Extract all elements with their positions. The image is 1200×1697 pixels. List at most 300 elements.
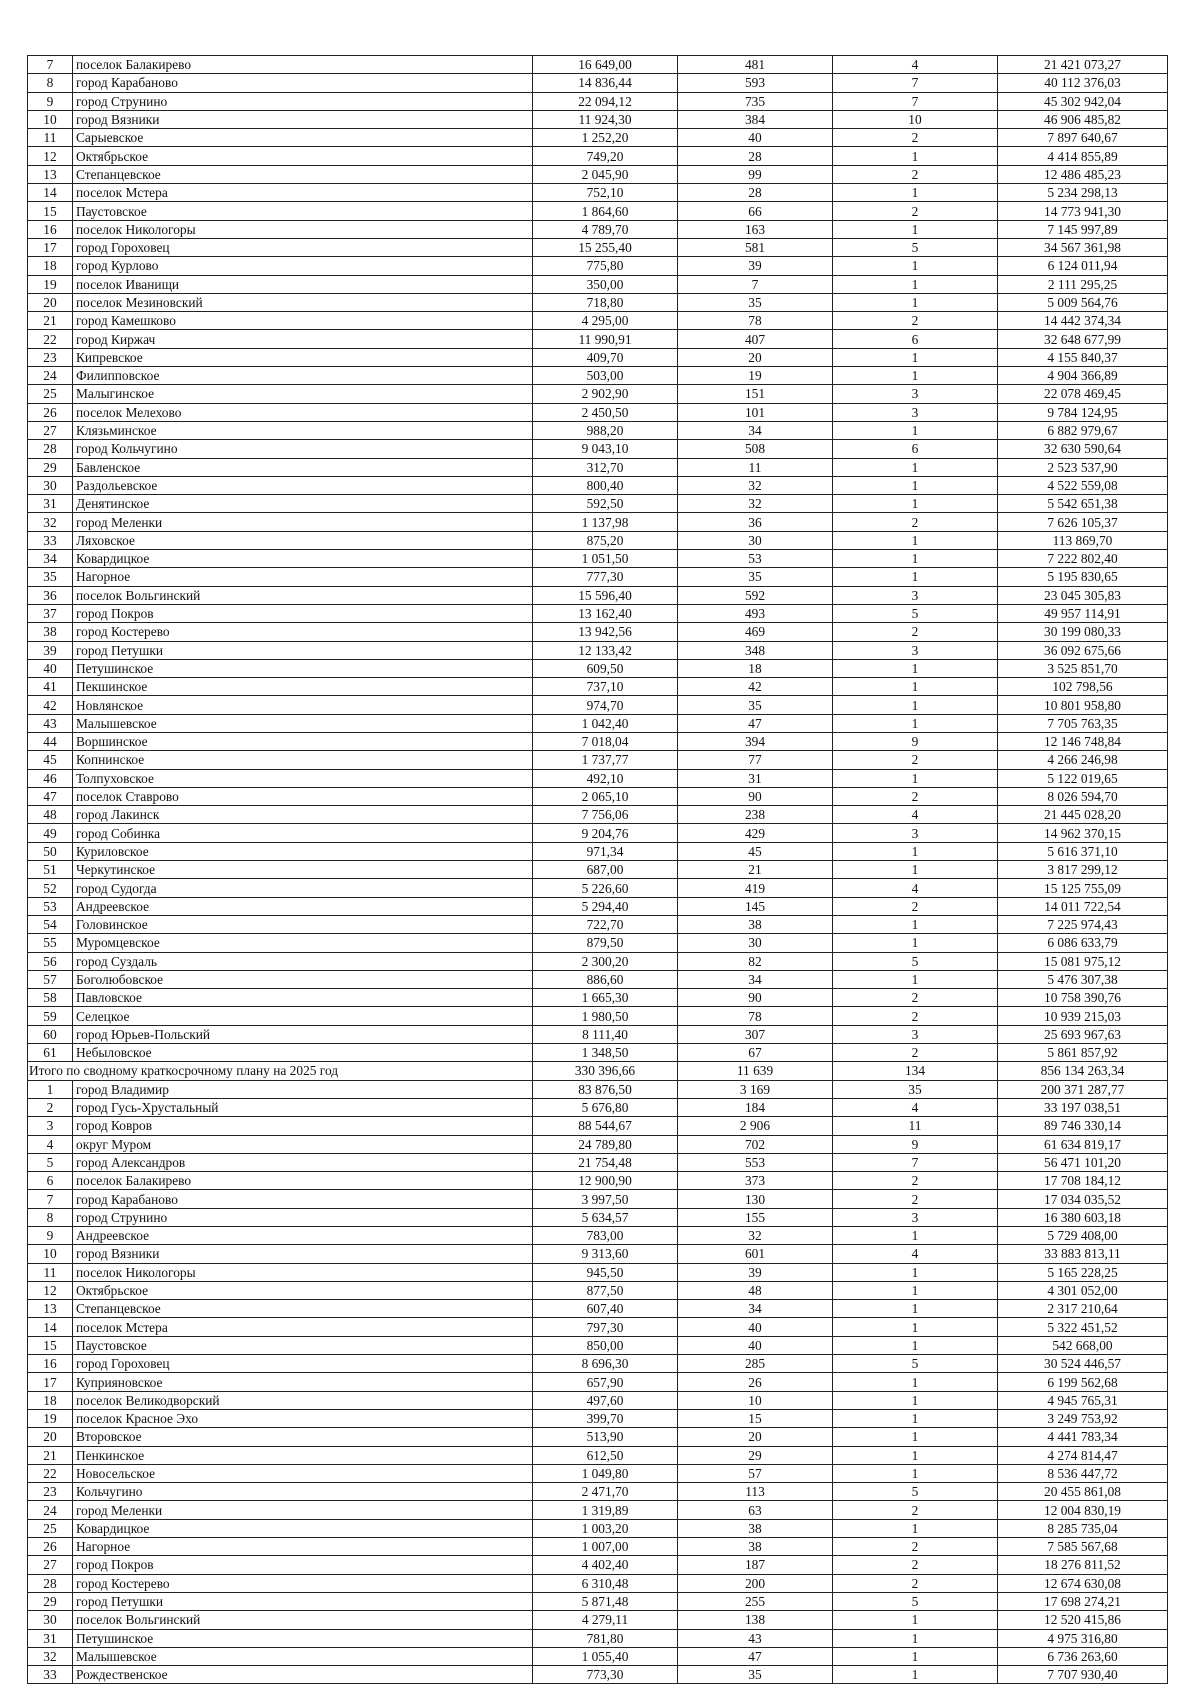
residents-count-cell: 553	[678, 1153, 833, 1171]
residents-count-cell: 419	[678, 879, 833, 897]
total-area-cell: 1 042,40	[533, 714, 678, 732]
table-row	[28, 74, 1168, 92]
residents-count-cell: 429	[678, 824, 833, 842]
municipality-name-cell: поселок Никологоры	[73, 1263, 533, 1281]
row-number-cell: 18	[28, 257, 73, 275]
table-row	[28, 1153, 1168, 1171]
table-row	[28, 659, 1168, 677]
table-row	[28, 1483, 1168, 1501]
row-number-cell: 1	[28, 1080, 73, 1098]
residents-count-cell: 47	[678, 714, 833, 732]
residents-count-cell: 99	[678, 165, 833, 183]
table-row	[28, 934, 1168, 952]
residents-count-cell: 155	[678, 1208, 833, 1226]
residents-count-cell: 348	[678, 641, 833, 659]
row-number-cell: 19	[28, 275, 73, 293]
row-number-cell: 33	[28, 1666, 73, 1684]
row-number-cell: 25	[28, 1519, 73, 1537]
table-row	[28, 1464, 1168, 1482]
municipality-name-cell: город Камешково	[73, 312, 533, 330]
municipality-name-cell: город Вязники	[73, 1245, 533, 1263]
table-body	[28, 56, 1168, 1684]
total-houses-sum: 134	[833, 1062, 998, 1080]
repair-cost-cell: 18 276 811,52	[998, 1556, 1168, 1574]
table-row	[28, 714, 1168, 732]
row-number-cell: 60	[28, 1025, 73, 1043]
houses-count-cell: 2	[833, 312, 998, 330]
residents-count-cell: 34	[678, 421, 833, 439]
repair-cost-cell: 5 476 307,38	[998, 970, 1168, 988]
repair-cost-cell: 5 616 371,10	[998, 842, 1168, 860]
residents-count-cell: 66	[678, 202, 833, 220]
row-number-cell: 40	[28, 659, 73, 677]
repair-cost-cell: 56 471 101,20	[998, 1153, 1168, 1171]
total-area-cell: 1 003,20	[533, 1519, 678, 1537]
repair-cost-cell: 34 567 361,98	[998, 238, 1168, 256]
municipality-name-cell: город Гусь-Хрустальный	[73, 1098, 533, 1116]
total-area-cell: 22 094,12	[533, 92, 678, 110]
houses-count-cell: 1	[833, 1446, 998, 1464]
total-area-cell: 5 226,60	[533, 879, 678, 897]
total-area-cell: 775,80	[533, 257, 678, 275]
row-number-cell: 2	[28, 1098, 73, 1116]
residents-count-cell: 90	[678, 989, 833, 1007]
table-row	[28, 842, 1168, 860]
repair-cost-cell: 2 111 295,25	[998, 275, 1168, 293]
row-number-cell: 45	[28, 751, 73, 769]
residents-count-cell: 187	[678, 1556, 833, 1574]
total-area-cell: 15 255,40	[533, 238, 678, 256]
repair-cost-cell: 32 630 590,64	[998, 440, 1168, 458]
row-number-cell: 23	[28, 1483, 73, 1501]
residents-count-cell: 601	[678, 1245, 833, 1263]
houses-count-cell: 9	[833, 1135, 998, 1153]
row-number-cell: 11	[28, 129, 73, 147]
houses-count-cell: 1	[833, 257, 998, 275]
residents-count-cell: 18	[678, 659, 833, 677]
repair-cost-cell: 14 962 370,15	[998, 824, 1168, 842]
total-area-cell: 13 162,40	[533, 604, 678, 622]
houses-count-cell: 1	[833, 1263, 998, 1281]
repair-cost-cell: 4 414 855,89	[998, 147, 1168, 165]
table-row	[28, 1135, 1168, 1153]
total-area-cell: 350,00	[533, 275, 678, 293]
residents-count-cell: 40	[678, 1318, 833, 1336]
row-number-cell: 29	[28, 1592, 73, 1610]
repair-cost-cell: 33 197 038,51	[998, 1098, 1168, 1116]
residents-count-cell: 20	[678, 1428, 833, 1446]
table-row	[28, 531, 1168, 549]
municipality-name-cell: город Покров	[73, 604, 533, 622]
municipality-name-cell: поселок Никологоры	[73, 220, 533, 238]
table-row	[28, 1098, 1168, 1116]
total-area-cell: 1 665,30	[533, 989, 678, 1007]
municipality-name-cell: Кольчугино	[73, 1483, 533, 1501]
total-residents-sum: 11 639	[678, 1062, 833, 1080]
residents-count-cell: 373	[678, 1172, 833, 1190]
row-number-cell: 39	[28, 641, 73, 659]
houses-count-cell: 1	[833, 934, 998, 952]
row-number-cell: 32	[28, 513, 73, 531]
houses-count-cell: 1	[833, 1629, 998, 1647]
residents-count-cell: 735	[678, 92, 833, 110]
municipality-name-cell: Второвское	[73, 1428, 533, 1446]
row-number-cell: 47	[28, 787, 73, 805]
residents-count-cell: 90	[678, 787, 833, 805]
residents-count-cell: 26	[678, 1373, 833, 1391]
residents-count-cell: 35	[678, 568, 833, 586]
municipality-name-cell: поселок Великодворский	[73, 1391, 533, 1409]
row-number-cell: 28	[28, 1574, 73, 1592]
residents-count-cell: 469	[678, 623, 833, 641]
municipality-name-cell: поселок Вольгинский	[73, 1611, 533, 1629]
row-number-cell: 22	[28, 1464, 73, 1482]
row-number-cell: 52	[28, 879, 73, 897]
repair-cost-cell: 6 086 633,79	[998, 934, 1168, 952]
total-area-cell: 513,90	[533, 1428, 678, 1446]
repair-cost-cell: 4 975 316,80	[998, 1629, 1168, 1647]
municipality-name-cell: Паустовское	[73, 202, 533, 220]
municipality-name-cell: Куприяновское	[73, 1373, 533, 1391]
row-number-cell: 6	[28, 1172, 73, 1190]
residents-count-cell: 32	[678, 495, 833, 513]
total-area-cell: 612,50	[533, 1446, 678, 1464]
row-number-cell: 49	[28, 824, 73, 842]
table-row	[28, 732, 1168, 750]
residents-count-cell: 34	[678, 1300, 833, 1318]
houses-count-cell: 3	[833, 1208, 998, 1226]
residents-count-cell: 238	[678, 806, 833, 824]
row-number-cell: 43	[28, 714, 73, 732]
total-area-cell: 83 876,50	[533, 1080, 678, 1098]
table-row	[28, 641, 1168, 659]
residents-count-cell: 407	[678, 330, 833, 348]
total-area-cell: 1 007,00	[533, 1538, 678, 1556]
residents-count-cell: 15	[678, 1409, 833, 1427]
table-row	[28, 1556, 1168, 1574]
row-number-cell: 29	[28, 458, 73, 476]
row-number-cell: 37	[28, 604, 73, 622]
residents-count-cell: 7	[678, 275, 833, 293]
houses-count-cell: 2	[833, 897, 998, 915]
total-area-cell: 16 649,00	[533, 56, 678, 74]
table-row	[28, 897, 1168, 915]
houses-count-cell: 4	[833, 879, 998, 897]
total-area-sum: 330 396,66	[533, 1062, 678, 1080]
repair-cost-cell: 542 668,00	[998, 1336, 1168, 1354]
total-area-cell: 773,30	[533, 1666, 678, 1684]
table-row	[28, 385, 1168, 403]
table-row	[28, 1245, 1168, 1263]
row-number-cell: 26	[28, 403, 73, 421]
houses-count-cell: 5	[833, 1592, 998, 1610]
total-area-cell: 11 990,91	[533, 330, 678, 348]
houses-count-cell: 5	[833, 238, 998, 256]
houses-count-cell: 7	[833, 92, 998, 110]
row-number-cell: 54	[28, 915, 73, 933]
total-area-cell: 850,00	[533, 1336, 678, 1354]
repair-cost-cell: 25 693 967,63	[998, 1025, 1168, 1043]
total-area-cell: 2 471,70	[533, 1483, 678, 1501]
total-area-cell: 503,00	[533, 367, 678, 385]
houses-count-cell: 1	[833, 550, 998, 568]
total-area-cell: 609,50	[533, 659, 678, 677]
houses-count-cell: 6	[833, 330, 998, 348]
residents-count-cell: 35	[678, 1666, 833, 1684]
row-number-cell: 17	[28, 1373, 73, 1391]
total-area-cell: 945,50	[533, 1263, 678, 1281]
row-number-cell: 61	[28, 1044, 73, 1062]
houses-count-cell: 5	[833, 1355, 998, 1373]
repair-cost-cell: 4 904 366,89	[998, 367, 1168, 385]
houses-count-cell: 3	[833, 385, 998, 403]
table-row	[28, 1172, 1168, 1190]
houses-count-cell: 1	[833, 458, 998, 476]
repair-cost-cell: 6 882 979,67	[998, 421, 1168, 439]
total-area-cell: 1 348,50	[533, 1044, 678, 1062]
table-row	[28, 1208, 1168, 1226]
row-number-cell: 14	[28, 184, 73, 202]
houses-count-cell: 2	[833, 1574, 998, 1592]
row-number-cell: 50	[28, 842, 73, 860]
houses-count-cell: 4	[833, 806, 998, 824]
total-area-cell: 988,20	[533, 421, 678, 439]
total-area-cell: 1 864,60	[533, 202, 678, 220]
total-area-cell: 722,70	[533, 915, 678, 933]
residents-count-cell: 78	[678, 312, 833, 330]
residents-count-cell: 10	[678, 1391, 833, 1409]
row-number-cell: 15	[28, 202, 73, 220]
repair-cost-cell: 45 302 942,04	[998, 92, 1168, 110]
residents-count-cell: 138	[678, 1611, 833, 1629]
total-area-cell: 657,90	[533, 1373, 678, 1391]
table-row	[28, 550, 1168, 568]
residents-count-cell: 384	[678, 110, 833, 128]
total-area-cell: 3 997,50	[533, 1190, 678, 1208]
row-number-cell: 9	[28, 1227, 73, 1245]
table-row	[28, 421, 1168, 439]
houses-count-cell: 2	[833, 1538, 998, 1556]
row-number-cell: 19	[28, 1409, 73, 1427]
total-area-cell: 1 980,50	[533, 1007, 678, 1025]
table-row	[28, 952, 1168, 970]
table-row	[28, 165, 1168, 183]
residents-count-cell: 145	[678, 897, 833, 915]
table-row	[28, 495, 1168, 513]
row-number-cell: 10	[28, 1245, 73, 1263]
residents-count-cell: 28	[678, 184, 833, 202]
municipality-name-cell: Пекшинское	[73, 678, 533, 696]
houses-count-cell: 5	[833, 1483, 998, 1501]
municipality-name-cell: город Струнино	[73, 1208, 533, 1226]
repair-cost-cell: 5 234 298,13	[998, 184, 1168, 202]
repair-cost-cell: 8 026 594,70	[998, 787, 1168, 805]
repair-cost-cell: 14 011 722,54	[998, 897, 1168, 915]
repair-cost-cell: 5 122 019,65	[998, 769, 1168, 787]
total-area-cell: 797,30	[533, 1318, 678, 1336]
row-number-cell: 56	[28, 952, 73, 970]
repair-cost-cell: 7 626 105,37	[998, 513, 1168, 531]
row-number-cell: 5	[28, 1153, 73, 1171]
table-row	[28, 129, 1168, 147]
table-row	[28, 1409, 1168, 1427]
residents-count-cell: 38	[678, 915, 833, 933]
total-area-cell: 88 544,67	[533, 1117, 678, 1135]
residents-count-cell: 493	[678, 604, 833, 622]
houses-count-cell: 1	[833, 531, 998, 549]
repair-cost-cell: 6 199 562,68	[998, 1373, 1168, 1391]
table-row	[28, 1263, 1168, 1281]
total-area-cell: 974,70	[533, 696, 678, 714]
row-number-cell: 22	[28, 330, 73, 348]
municipality-name-cell: поселок Ставрово	[73, 787, 533, 805]
houses-count-cell: 1	[833, 861, 998, 879]
total-area-cell: 718,80	[533, 293, 678, 311]
table-row	[28, 220, 1168, 238]
row-number-cell: 58	[28, 989, 73, 1007]
table-row	[28, 110, 1168, 128]
repair-cost-cell: 200 371 287,77	[998, 1080, 1168, 1098]
municipality-name-cell: поселок Балакирево	[73, 56, 533, 74]
total-area-cell: 2 902,90	[533, 385, 678, 403]
repair-cost-cell: 4 155 840,37	[998, 348, 1168, 366]
municipality-name-cell: Новосельское	[73, 1464, 533, 1482]
table-row	[28, 1391, 1168, 1409]
houses-count-cell: 1	[833, 696, 998, 714]
total-area-cell: 592,50	[533, 495, 678, 513]
municipality-name-cell: город Петушки	[73, 641, 533, 659]
table-row	[28, 1080, 1168, 1098]
municipality-name-cell: Денятинское	[73, 495, 533, 513]
repair-cost-cell: 89 746 330,14	[998, 1117, 1168, 1135]
residents-count-cell: 67	[678, 1044, 833, 1062]
municipality-name-cell: город Кольчугино	[73, 440, 533, 458]
municipality-name-cell: Кипревское	[73, 348, 533, 366]
municipality-name-cell: Петушинское	[73, 659, 533, 677]
municipality-name-cell: город Александров	[73, 1153, 533, 1171]
houses-count-cell: 1	[833, 1647, 998, 1665]
residents-count-cell: 20	[678, 348, 833, 366]
houses-count-cell: 1	[833, 147, 998, 165]
residents-count-cell: 3 169	[678, 1080, 833, 1098]
total-area-cell: 2 300,20	[533, 952, 678, 970]
municipality-name-cell: поселок Мстера	[73, 1318, 533, 1336]
row-number-cell: 10	[28, 110, 73, 128]
repair-cost-cell: 40 112 376,03	[998, 74, 1168, 92]
total-area-cell: 5 676,80	[533, 1098, 678, 1116]
table-row	[28, 1044, 1168, 1062]
repair-cost-cell: 4 274 814,47	[998, 1446, 1168, 1464]
repair-cost-cell: 4 522 559,08	[998, 476, 1168, 494]
houses-count-cell: 1	[833, 220, 998, 238]
row-number-cell: 15	[28, 1336, 73, 1354]
repair-cost-cell: 30 199 080,33	[998, 623, 1168, 641]
repair-cost-cell: 3 525 851,70	[998, 659, 1168, 677]
row-number-cell: 48	[28, 806, 73, 824]
municipality-name-cell: город Меленки	[73, 1501, 533, 1519]
municipality-name-cell: поселок Мелехово	[73, 403, 533, 421]
municipality-name-cell: Толпуховское	[73, 769, 533, 787]
residents-count-cell: 32	[678, 476, 833, 494]
total-area-cell: 9 043,10	[533, 440, 678, 458]
municipality-name-cell: Бавленское	[73, 458, 533, 476]
total-area-cell: 24 789,80	[533, 1135, 678, 1153]
row-number-cell: 26	[28, 1538, 73, 1556]
municipality-name-cell: Сарыевское	[73, 129, 533, 147]
repair-cost-cell: 9 784 124,95	[998, 403, 1168, 421]
houses-count-cell: 1	[833, 714, 998, 732]
repair-cost-cell: 10 801 958,80	[998, 696, 1168, 714]
repair-cost-cell: 7 707 930,40	[998, 1666, 1168, 1684]
row-number-cell: 9	[28, 92, 73, 110]
total-area-cell: 4 295,00	[533, 312, 678, 330]
table-row	[28, 1227, 1168, 1245]
table-row	[28, 238, 1168, 256]
municipality-name-cell: Малыгинское	[73, 385, 533, 403]
residents-count-cell: 42	[678, 678, 833, 696]
row-number-cell: 17	[28, 238, 73, 256]
row-number-cell: 21	[28, 1446, 73, 1464]
houses-count-cell: 2	[833, 751, 998, 769]
repair-cost-cell: 30 524 446,57	[998, 1355, 1168, 1373]
municipality-name-cell: Паустовское	[73, 1336, 533, 1354]
municipality-name-cell: Копнинское	[73, 751, 533, 769]
residents-count-cell: 307	[678, 1025, 833, 1043]
row-number-cell: 24	[28, 1501, 73, 1519]
repair-cost-cell: 10 758 390,76	[998, 989, 1168, 1007]
repair-cost-cell: 102 798,56	[998, 678, 1168, 696]
residents-count-cell: 40	[678, 129, 833, 147]
municipality-name-cell: город Костерево	[73, 623, 533, 641]
table-row	[28, 476, 1168, 494]
municipality-name-cell: поселок Красное Эхо	[73, 1409, 533, 1427]
total-area-cell: 312,70	[533, 458, 678, 476]
total-area-cell: 879,50	[533, 934, 678, 952]
total-area-cell: 4 789,70	[533, 220, 678, 238]
houses-count-cell: 1	[833, 1300, 998, 1318]
repair-cost-cell: 4 441 783,34	[998, 1428, 1168, 1446]
row-number-cell: 59	[28, 1007, 73, 1025]
houses-count-cell: 5	[833, 952, 998, 970]
residents-count-cell: 39	[678, 257, 833, 275]
municipality-name-cell: Петушинское	[73, 1629, 533, 1647]
municipality-name-cell: Степанцевское	[73, 1300, 533, 1318]
row-number-cell: 16	[28, 1355, 73, 1373]
total-label: Итого по сводному краткосрочному плану на 2025 год	[28, 1062, 533, 1080]
municipality-name-cell: Муромцевское	[73, 934, 533, 952]
row-number-cell: 3	[28, 1117, 73, 1135]
total-area-cell: 4 402,40	[533, 1556, 678, 1574]
municipality-name-cell: Клязьминское	[73, 421, 533, 439]
municipality-name-cell: Нагорное	[73, 1538, 533, 1556]
municipality-name-cell: город Покров	[73, 1556, 533, 1574]
repair-cost-cell: 22 078 469,45	[998, 385, 1168, 403]
residents-count-cell: 151	[678, 385, 833, 403]
row-number-cell: 8	[28, 74, 73, 92]
total-area-cell: 2 450,50	[533, 403, 678, 421]
row-number-cell: 51	[28, 861, 73, 879]
houses-count-cell: 3	[833, 641, 998, 659]
repair-cost-cell: 5 322 451,52	[998, 1318, 1168, 1336]
residents-count-cell: 28	[678, 147, 833, 165]
residents-count-cell: 508	[678, 440, 833, 458]
repair-cost-cell: 17 708 184,12	[998, 1172, 1168, 1190]
table-row	[28, 513, 1168, 531]
repair-cost-cell: 4 301 052,00	[998, 1281, 1168, 1299]
municipality-name-cell: город Костерево	[73, 1574, 533, 1592]
repair-cost-cell: 21 421 073,27	[998, 56, 1168, 74]
repair-cost-cell: 5 009 564,76	[998, 293, 1168, 311]
